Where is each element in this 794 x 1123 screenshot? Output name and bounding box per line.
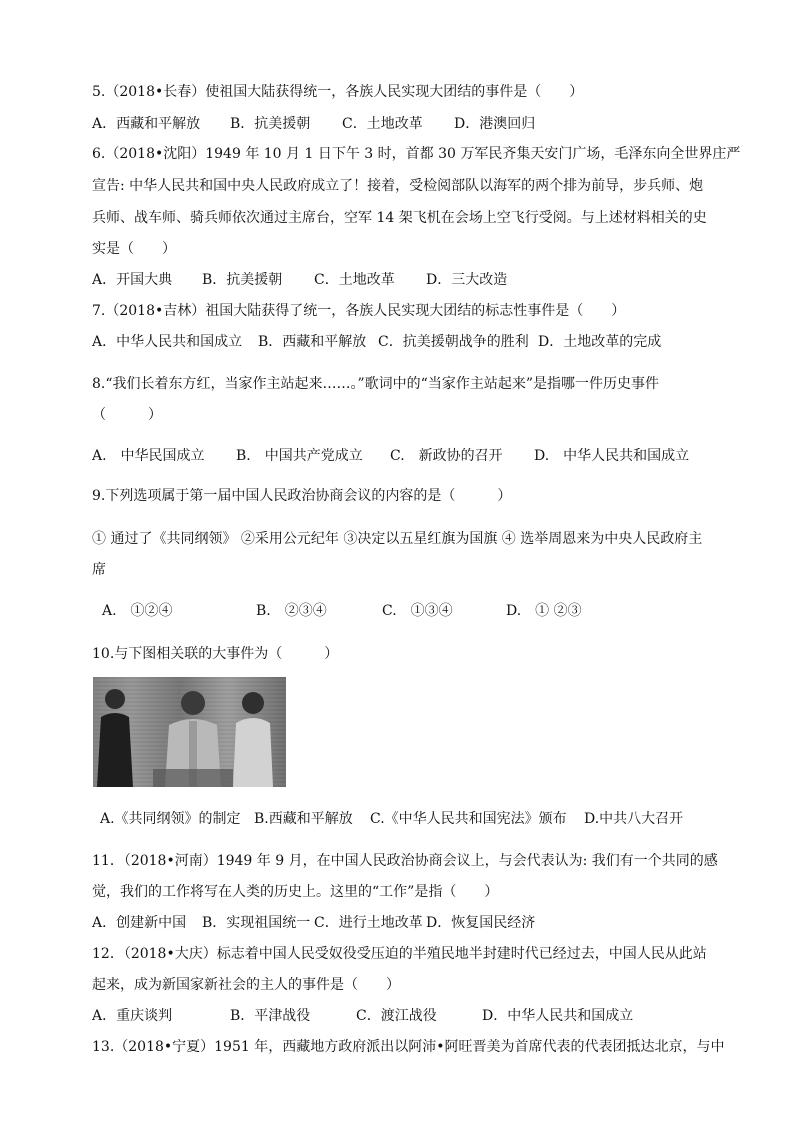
photo-figures-illustration xyxy=(93,677,286,787)
option-d: D．恢复国民经济 xyxy=(426,915,536,931)
option-b: B．西藏和平解放 xyxy=(258,334,367,350)
option-b: B．平津战役 xyxy=(230,1008,311,1024)
option-b: B.西藏和平解放 xyxy=(254,811,353,827)
option-b: B．实现祖国统一 xyxy=(202,915,311,931)
option-a: A.《共同纲领》的制定 xyxy=(100,811,241,827)
option-a: A. 中华民国成立 xyxy=(92,448,205,464)
option-b: B. ②③④ xyxy=(256,603,327,619)
option-c: C. ①③④ xyxy=(382,603,453,619)
option-d: D．三大改造 xyxy=(426,272,508,288)
option-d: D．港澳回归 xyxy=(454,116,536,132)
option-c: C．土地改革 xyxy=(314,272,395,288)
option-c: C．抗美援朝战争的胜利 xyxy=(378,334,529,350)
question-10-stem: 10.与下图相关联的大事件为（ ） xyxy=(92,646,339,662)
option-a: A．创建新中国 xyxy=(92,915,187,931)
option-a: A．开国大典 xyxy=(92,272,173,288)
option-d: D. ① ②③ xyxy=(506,603,582,619)
option-c: C．土地改革 xyxy=(342,116,423,132)
option-c: C. 新政协的召开 xyxy=(390,448,503,464)
option-d: D.中共八大召开 xyxy=(584,811,684,827)
option-a: A. ①②④ xyxy=(102,603,173,619)
question-13-stem-line-1: 13.（2018•宁夏）1951 年，西藏地方政府派出以阿沛•阿旺晋美为首席代表的代表团抵达北京，与中 xyxy=(92,1039,725,1055)
question-5-stem: 5.（2018•长春）使祖国大陆获得统一，各族人民实现大团结的事件是（ ） xyxy=(92,84,584,100)
option-b: B．抗美援朝 xyxy=(202,272,283,288)
question-6-stem-line-3: 兵师、战车师、骑兵师依次通过主席台，空军 14 架飞机在会场上空飞行受阅。与上述材料相关的史 xyxy=(92,210,707,226)
option-b: B．抗美援朝 xyxy=(230,116,311,132)
question-6-stem-line-4: 实是（ ） xyxy=(92,241,176,257)
option-a: A．中华人民共和国成立 xyxy=(92,334,243,350)
option-c: C．渡江战役 xyxy=(356,1008,437,1024)
option-d: D. 中华人民共和国成立 xyxy=(534,448,690,464)
question-12-stem-line-1: 12．（2018•大庆）标志着中国人民受奴役受压迫的半殖民地半封建时代已经过去，中国人民从此站 xyxy=(92,946,707,962)
option-a: A．西藏和平解放 xyxy=(92,116,201,132)
question-8-stem-line-1: 8.“我们长着东方红，当家作主站起来……。”歌词中的“当家作主站起来”是指哪一件历史事件 xyxy=(92,376,659,392)
option-c: C．进行土地改革 xyxy=(314,915,423,931)
question-9-stem-line-1: 9.下列选项属于第一届中国人民政治协商会议的内容的是（ ） xyxy=(92,488,512,504)
option-d: D．土地改革的完成 xyxy=(538,334,662,350)
option-d: D．中华人民共和国成立 xyxy=(482,1008,634,1024)
option-c: C.《中华人民共和国宪法》颁布 xyxy=(370,811,567,827)
question-9-stem-line-3: 席 xyxy=(92,562,106,578)
question-11-stem-line-1: 11．（2018•河南）1949 年 9 月，在中国人民政治协商会议上，与会代表认为: 我们有一个共同的感 xyxy=(92,853,718,869)
question-8-stem-line-2: （ ） xyxy=(92,407,162,423)
historical-photo xyxy=(93,677,286,787)
question-11-stem-line-2: 觉，我们的工作将写在人类的历史上。这里的“工作”是指（ ） xyxy=(92,884,499,900)
option-a: A．重庆谈判 xyxy=(92,1008,173,1024)
question-7-stem: 7.（2018•吉林）祖国大陆获得了统一，各族人民实现大团结的标志性事件是（ ） xyxy=(92,303,626,319)
question-6-stem-line-2: 宣告: 中华人民共和国中央人民政府成立了！接着，受检阅部队以海军的两个排为前导，步兵师、炮 xyxy=(92,178,704,194)
question-6-stem-line-1: 6.（2018•沈阳）1949 年 10 月 1 日下午 3 时，首都 30 万军民齐集天安门广场，毛泽东向全世界庄严 xyxy=(92,146,741,162)
question-9-stem-line-2: ① 通过了《共同纲领》 ②采用公元纪年 ③决定以五星红旗为国旗 ④ 选举周恩来为中央人民政府主 xyxy=(92,531,703,547)
option-b: B. 中国共产党成立 xyxy=(236,448,363,464)
question-12-stem-line-2: 起来，成为新国家新社会的主人的事件是（ ） xyxy=(92,977,400,993)
